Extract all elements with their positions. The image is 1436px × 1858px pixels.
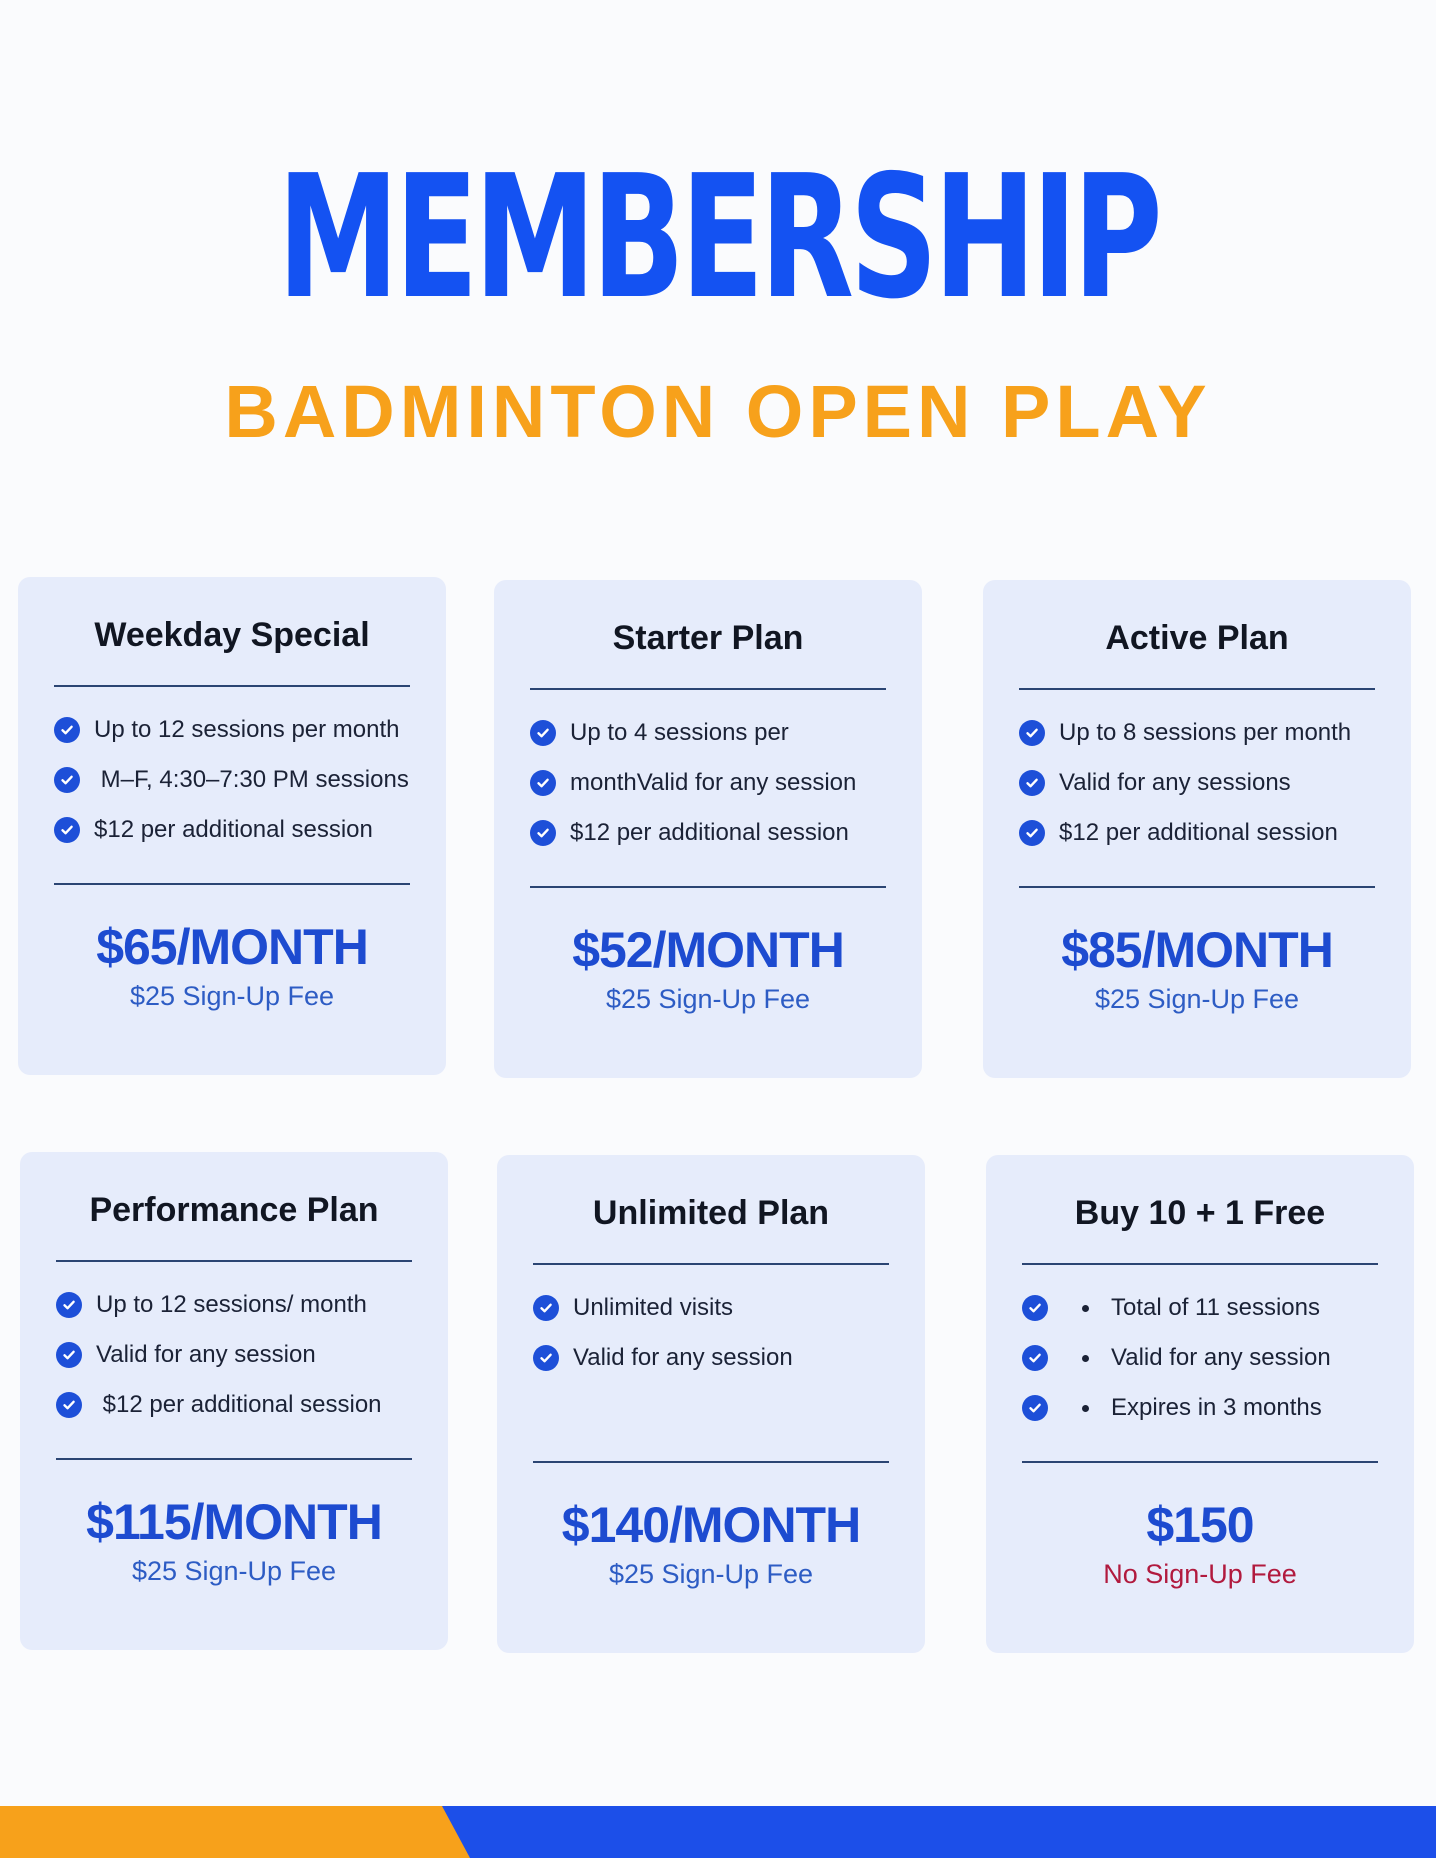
plan-fee: $25 Sign-Up Fee bbox=[131, 1556, 337, 1586]
bullet-dot-icon bbox=[1082, 1305, 1089, 1312]
feature-list bbox=[56, 1280, 436, 1430]
plan-price: $85/MONTH bbox=[1061, 922, 1333, 978]
check-circle-icon bbox=[1019, 820, 1045, 846]
feature-item bbox=[1022, 1333, 1402, 1383]
plan-price: $150 bbox=[1146, 1497, 1254, 1553]
page-title-text: MEMBERSHIP bbox=[277, 139, 1159, 337]
plan-name: Starter Plan bbox=[612, 619, 804, 657]
check-circle-icon bbox=[54, 717, 80, 743]
feature-item bbox=[56, 1380, 436, 1430]
feature-text: Total of 11 sessions bbox=[1111, 1294, 1321, 1321]
feature-item bbox=[54, 805, 434, 855]
page-title bbox=[0, 108, 1436, 368]
check-circle-icon bbox=[533, 1345, 559, 1371]
check-circle-icon bbox=[530, 720, 556, 746]
plan-fee: No Sign-Up Fee bbox=[1103, 1559, 1297, 1589]
feature-item bbox=[54, 755, 434, 805]
feature-text: Unlimited visits bbox=[573, 1294, 734, 1321]
check-circle-icon bbox=[530, 820, 556, 846]
plan-card-starter bbox=[494, 580, 922, 1078]
feature-text: Valid for any session bbox=[573, 1344, 793, 1371]
feature-item bbox=[56, 1280, 436, 1330]
plan-card-buy-10-plus-1 bbox=[986, 1155, 1414, 1653]
check-circle-icon bbox=[56, 1292, 82, 1318]
plan-name: Performance Plan bbox=[89, 1191, 379, 1229]
check-circle-icon bbox=[1019, 770, 1045, 796]
divider bbox=[530, 886, 886, 888]
feature-item bbox=[1019, 758, 1399, 808]
divider bbox=[56, 1458, 412, 1460]
divider bbox=[1019, 688, 1375, 690]
feature-text: $12 per additional session bbox=[1059, 819, 1338, 846]
feature-text: Expires in 3 months bbox=[1111, 1394, 1322, 1421]
feature-text: Up to 12 sessions/ month bbox=[96, 1291, 367, 1318]
feature-text: Valid for any session bbox=[1111, 1344, 1331, 1371]
plan-card-performance bbox=[20, 1152, 448, 1650]
divider bbox=[54, 685, 410, 687]
plan-name: Unlimited Plan bbox=[592, 1194, 830, 1232]
feature-item bbox=[56, 1330, 436, 1380]
plan-fee: $25 Sign-Up Fee bbox=[129, 981, 335, 1011]
feature-item bbox=[1019, 708, 1399, 758]
plan-card-active bbox=[983, 580, 1411, 1078]
feature-item bbox=[1022, 1283, 1402, 1333]
check-circle-icon bbox=[54, 817, 80, 843]
check-circle-icon bbox=[54, 767, 80, 793]
page-subtitle: BADMINTON OPEN PLAY bbox=[224, 370, 1212, 453]
divider bbox=[533, 1461, 889, 1463]
divider bbox=[1022, 1461, 1378, 1463]
plan-fee: $25 Sign-Up Fee bbox=[605, 984, 811, 1014]
feature-list bbox=[533, 1283, 913, 1383]
feature-item bbox=[54, 705, 434, 755]
feature-text: Up to 4 sessions per bbox=[570, 719, 789, 746]
bullet-dot-icon bbox=[1082, 1355, 1089, 1362]
plan-fee: $25 Sign-Up Fee bbox=[608, 1559, 814, 1589]
plan-card-unlimited bbox=[497, 1155, 925, 1653]
check-circle-icon bbox=[56, 1342, 82, 1368]
divider bbox=[1022, 1263, 1378, 1265]
feature-text: M–F, 4:30–7:30 PM sessions bbox=[94, 766, 409, 793]
check-circle-icon bbox=[1022, 1345, 1048, 1371]
footer-accent-stripe bbox=[0, 1806, 470, 1858]
feature-text: monthValid for any session bbox=[570, 769, 857, 796]
feature-item bbox=[1019, 808, 1399, 858]
feature-text: $12 per additional session bbox=[94, 816, 373, 843]
divider bbox=[530, 688, 886, 690]
check-circle-icon bbox=[533, 1295, 559, 1321]
plan-name: Active Plan bbox=[1105, 619, 1289, 657]
plan-name: Buy 10 + 1 Free bbox=[1074, 1194, 1326, 1232]
feature-item bbox=[533, 1283, 913, 1333]
plan-fee: $25 Sign-Up Fee bbox=[1094, 984, 1300, 1014]
divider bbox=[533, 1263, 889, 1265]
divider bbox=[1019, 886, 1375, 888]
feature-list bbox=[530, 708, 910, 858]
plan-price: $140/MONTH bbox=[561, 1497, 861, 1553]
check-circle-icon bbox=[56, 1392, 82, 1418]
plan-card-weekday-special bbox=[18, 577, 446, 1075]
plan-price: $65/MONTH bbox=[96, 919, 368, 975]
feature-list bbox=[54, 705, 434, 855]
plan-price: $115/MONTH bbox=[86, 1494, 382, 1550]
feature-item bbox=[1022, 1383, 1402, 1433]
check-circle-icon bbox=[1022, 1295, 1048, 1321]
divider bbox=[56, 1260, 412, 1262]
divider bbox=[54, 883, 410, 885]
feature-item bbox=[530, 708, 910, 758]
check-circle-icon bbox=[1022, 1395, 1048, 1421]
check-circle-icon bbox=[530, 770, 556, 796]
check-circle-icon bbox=[1019, 720, 1045, 746]
feature-text: $12 per additional session bbox=[96, 1391, 382, 1418]
feature-item bbox=[530, 758, 910, 808]
plan-name: Weekday Special bbox=[94, 616, 370, 654]
feature-list bbox=[1019, 708, 1399, 858]
feature-text: Up to 8 sessions per month bbox=[1059, 719, 1352, 746]
feature-text: Valid for any session bbox=[96, 1341, 316, 1368]
bullet-dot-icon bbox=[1082, 1405, 1089, 1412]
feature-item bbox=[530, 808, 910, 858]
plan-price: $52/MONTH bbox=[572, 922, 844, 978]
feature-list bbox=[1022, 1283, 1402, 1433]
feature-text: Valid for any sessions bbox=[1059, 769, 1291, 796]
feature-text: Up to 12 sessions per month bbox=[94, 716, 400, 743]
feature-text: $12 per additional session bbox=[570, 819, 849, 846]
feature-item bbox=[533, 1333, 913, 1383]
